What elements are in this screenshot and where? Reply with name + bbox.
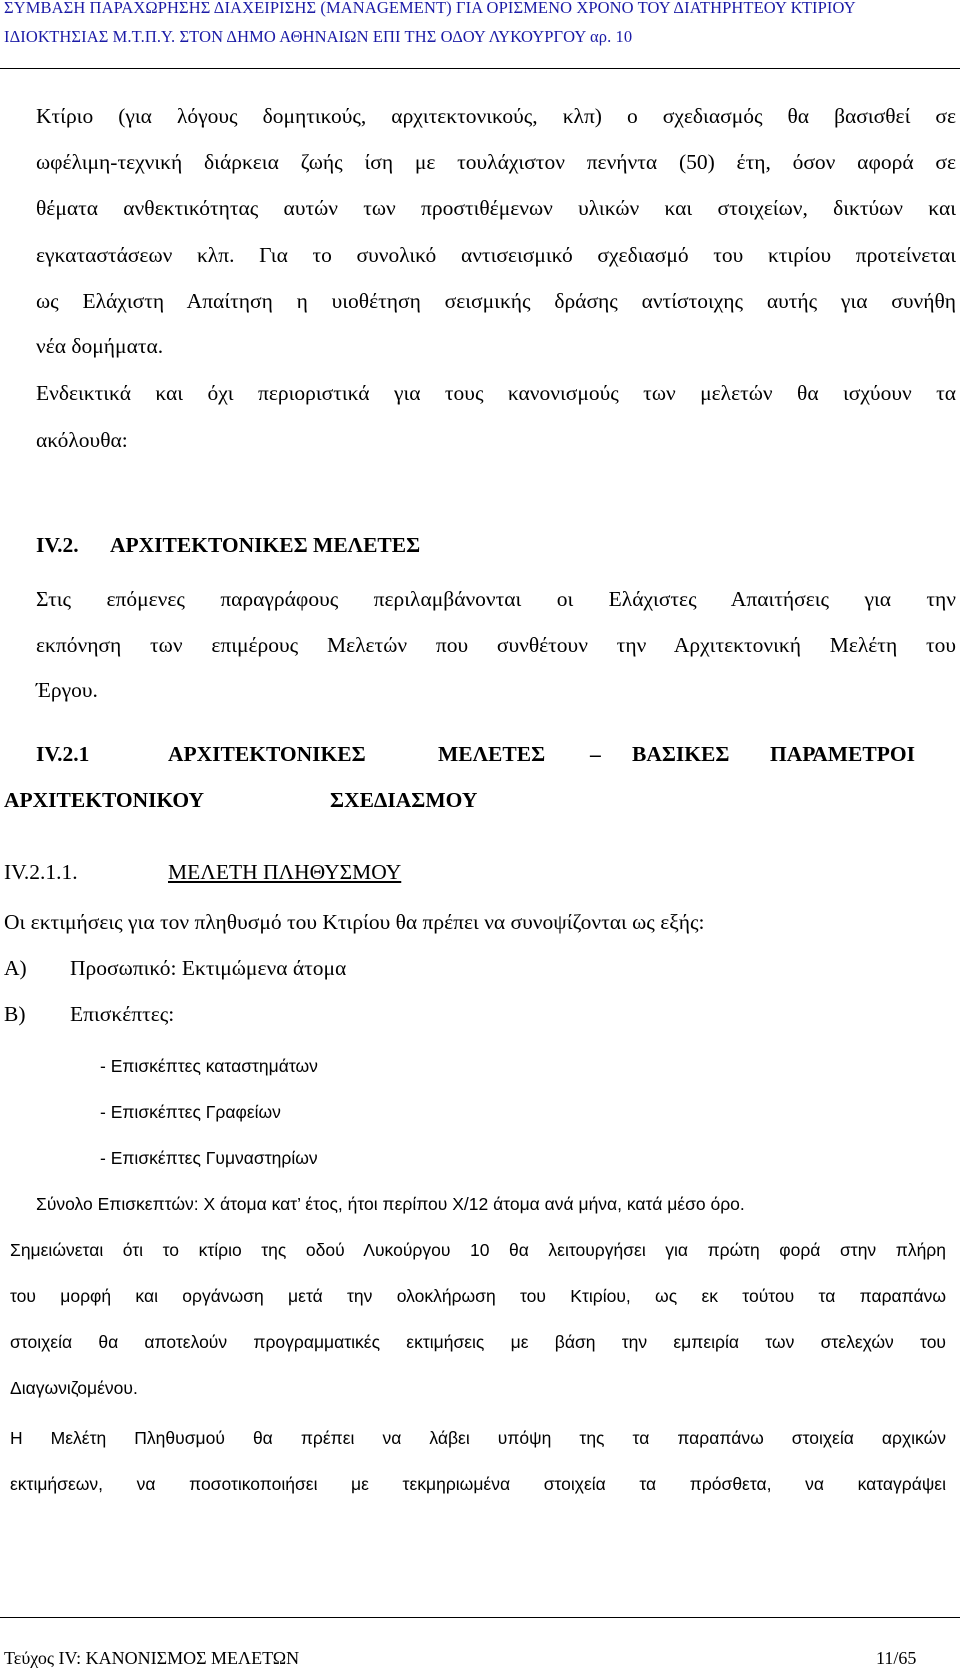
section-iv21-title-word-1: ΑΡΧΙΤΕΚΤΟΝΙΚΕΣ — [168, 742, 366, 766]
dash-item-3: - Επισκέπτες Γυμναστηρίων — [100, 1148, 318, 1168]
section-iv21-title-word-4: ΠΑΡΑΜΕΤΡΟΙ — [770, 742, 915, 766]
intro-line-3: θέματα ανθεκτικότητας αυτών των προστιθέμενων υλικών και στοιχείων, δικτύων και — [36, 196, 956, 220]
note-line-3: στοιχεία θα αποτελούν προγραμματικές εκτιμήσεις με βάση την εμπειρία των στελεχών του — [10, 1332, 946, 1352]
intro-line-4: εγκαταστάσεων κλπ. Για το συνολικό αντισεισμικό σχεδιασμό του κτιρίου προτείνεται — [36, 243, 956, 267]
section-iv2-line-2: εκπόνηση των επιμέρους Μελετών που συνθέτουν την Αρχιτεκτονική Μελέτη του — [36, 633, 956, 657]
section-iv21-title-line2-a: ΑΡΧΙΤΕΚΤΟΝΙΚΟΥ — [4, 788, 205, 812]
section-iv2-line-1: Στις επόμενες παραγράφους περιλαμβάνονται οι Ελάχιστες Απαιτήσεις για την — [36, 587, 956, 611]
section-iv2-number: IV.2. — [36, 533, 79, 557]
header-line-1: ΣΥΜΒΑΣΗ ΠΑΡΑΧΩΡΗΣΗΣ ΔΙΑΧΕΙΡΙΣΗΣ (MANAGEMENT) ΓΙΑ ΟΡΙΣΜΕΝΟ ΧΡΟΝΟ ΤΟΥ ΔΙΑΤΗΡΗΤΕΟΥ ΚΤΙΡΙΟΥ — [4, 0, 856, 17]
header-line-2: ΙΔΙΟΚΤΗΣΙΑΣ Μ.Τ.Π.Υ. ΣΤΟΝ ΔΗΜΟ ΑΘΗΝΑΙΩΝ ΕΠΙ ΤΗΣ ΟΔΟΥ ΛΥΚΟΥΡΓΟΥ αρ. 10 — [4, 27, 633, 46]
intro-para2-line-1: Ενδεικτικά και όχι περιοριστικά για τους κανονισμούς των μελετών θα ισχύουν τα — [36, 381, 956, 405]
dash-item-2: - Επισκέπτες Γραφείων — [100, 1102, 281, 1122]
footer-title: Τεύχος IV: ΚΑΝΟΝΙΣΜΟΣ ΜΕΛΕΤΩΝ — [4, 1648, 300, 1668]
footer-rule — [0, 1617, 960, 1618]
section-iv21-title-line2-b: ΣΧΕΔΙΑΣΜΟΥ — [330, 788, 478, 812]
section-iv21-title-word-2: ΜΕΛΕΤΕΣ — [438, 742, 546, 766]
section-iv211-title: ΜΕΛΕΤΗ ΠΛΗΘΥΣΜΟΥ — [168, 860, 402, 884]
note-line-2: του μορφή και οργάνωση μετά την ολοκλήρωση του Κτιρίου, ως εκ τούτου τα παραπάνω — [10, 1286, 946, 1306]
section-iv211-number: IV.2.1.1. — [4, 860, 78, 884]
section-iv21-title-dash: – — [590, 742, 601, 766]
header-rule — [0, 68, 960, 69]
item-a-marker: Α) — [4, 956, 27, 980]
intro-line-2: ωφέλιμη-τεχνική διάρκεια ζωής ίση με τουλάχιστον πενήντα (50) έτη, όσον αφορά σε — [36, 150, 956, 174]
final-line-1: Η Μελέτη Πληθυσμού θα πρέπει να λάβει υπόψη της τα παραπάνω στοιχεία αρχικών — [10, 1428, 946, 1448]
intro-line-1: Κτίριο (για λόγους δομητικούς, αρχιτεκτονικούς, κλπ) ο σχεδιασμός θα βασισθεί σε — [36, 104, 956, 128]
visitors-total: Σύνολο Επισκεπτών: Χ άτομα κατ’ έτος, ήτοι περίπου Χ/12 άτομα ανά μήνα, κατά μέσο όρο. — [36, 1194, 745, 1214]
item-b-marker: Β) — [4, 1002, 26, 1026]
section-iv21-number: IV.2.1 — [36, 742, 90, 766]
intro-line-6: νέα δομήματα. — [36, 334, 164, 358]
section-iv2-line-3: Έργου. — [36, 678, 98, 702]
note-line-4: Διαγωνιζομένου. — [10, 1378, 138, 1398]
item-a-text: Προσωπικό: Εκτιμώμενα άτομα — [70, 956, 347, 980]
dash-item-1: - Επισκέπτες καταστημάτων — [100, 1056, 318, 1076]
final-line-2: εκτιμήσεων, να ποσοτικοποιήσει με τεκμηριωμένα στοιχεία τα πρόσθετα, να καταγράψει — [10, 1474, 946, 1494]
population-intro: Οι εκτιμήσεις για τον πληθυσμό του Κτιρίου θα πρέπει να συνοψίζονται ως εξής: — [4, 910, 705, 934]
intro-para2-line-2: ακόλουθα: — [36, 428, 128, 452]
intro-line-5: ως Ελάχιστη Απαίτηση η υιοθέτηση σεισμικής δράσης αντίστοιχης αυτής για συνήθη — [36, 289, 956, 313]
page-number: 11/65 — [876, 1648, 917, 1668]
section-iv21-title-word-3: ΒΑΣΙΚΕΣ — [632, 742, 730, 766]
section-iv2-title: ΑΡΧΙΤΕΚΤΟΝΙΚΕΣ ΜΕΛΕΤΕΣ — [110, 533, 421, 557]
item-b-text: Επισκέπτες: — [70, 1002, 175, 1026]
note-line-1: Σημειώνεται ότι το κτίριο της οδού Λυκούργου 10 θα λειτουργήσει για πρώτη φορά στην πλήρη — [10, 1240, 946, 1260]
